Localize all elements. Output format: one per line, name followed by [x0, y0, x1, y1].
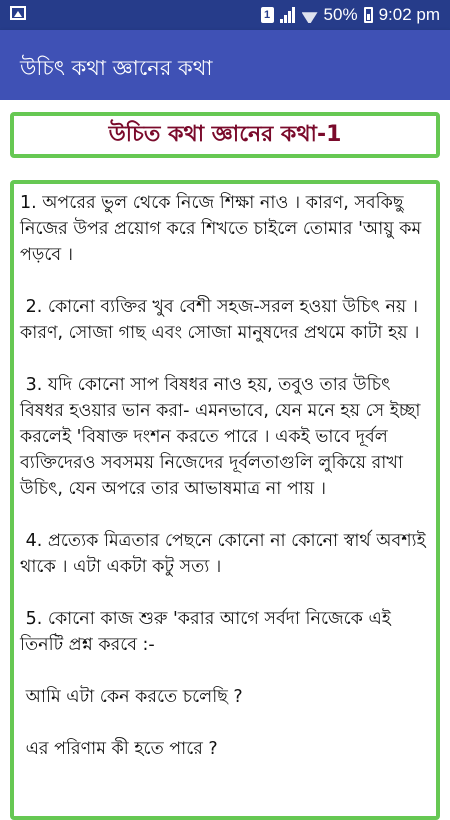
- heading-box: [10, 112, 440, 158]
- status-bar: [0, 0, 450, 30]
- paragraph-4: 4. প্রত্যেক মিত্রতার পেছনে কোনো না কোনো স্বার্থ অবশ্যই থাকে । এটা একটা কটু সত্য ।: [20, 531, 432, 577]
- paragraph-2: 2. কোনো ব্যক্তির খুব বেশী সহজ-সরল হওয়া উচিৎ নয় । কারণ, সোজা গাছ এবং সোজা মানুষদের প্রথমে কাটা হয় ।: [20, 297, 424, 343]
- text-panel[interactable]: [10, 180, 440, 820]
- status-left: [10, 6, 26, 20]
- signal-icon: [280, 7, 296, 23]
- image-icon: [10, 6, 26, 20]
- battery-percent: 50%: [323, 5, 358, 24]
- content-area: [0, 100, 450, 800]
- status-icons: [261, 0, 440, 30]
- battery-icon: [364, 7, 373, 23]
- paragraph-6: আমি এটা কেন করতে চলেছি ?: [20, 687, 243, 707]
- wifi-icon: [302, 7, 318, 23]
- text-content: [14, 184, 436, 762]
- paragraph-7: এর পরিণাম কী হতে পারে ?: [20, 739, 218, 759]
- paragraph-1: 1. অপরের ভুল থেকে নিজে শিক্ষা নাও । কারণ, সবকিছু নিজের উপর প্রয়োগ করে শিখতে চাইলে তোমার 'আয়ু কম পড়বে ।: [20, 193, 427, 265]
- paragraph-3: 3. যদি কোনো সাপ বিষধর নাও হয়, তবুও তার উচিৎ বিষধর হওয়ার ভান করা- এমনভাবে, যেন মনে হয় সে ইচ্ছা করলেই 'বিষাক্ত দংশন করতে পারে । একই ভাবে দূর্বল ব্যক্তিদেরও সবসময় নিজেদের দূর্বলতাগুলি লুকিয়ে রাখা উচিৎ, যেন অপরে তার আভাষমাত্র না পায় ।: [20, 375, 427, 499]
- sim-icon: 1: [261, 7, 274, 23]
- app-title: উচিৎ কথা জ্ঞানের কথা: [20, 56, 213, 80]
- paragraph-5: 5. কোনো কাজ শুরু 'করার আগে সর্বদা নিজেকে এই তিনটি প্রশ্ন করবে :-: [20, 609, 397, 655]
- app-bar: [0, 30, 450, 100]
- clock: 9:02 pm: [378, 5, 440, 24]
- page-heading: উচিত কথা জ্ঞানের কথা-1: [108, 121, 342, 147]
